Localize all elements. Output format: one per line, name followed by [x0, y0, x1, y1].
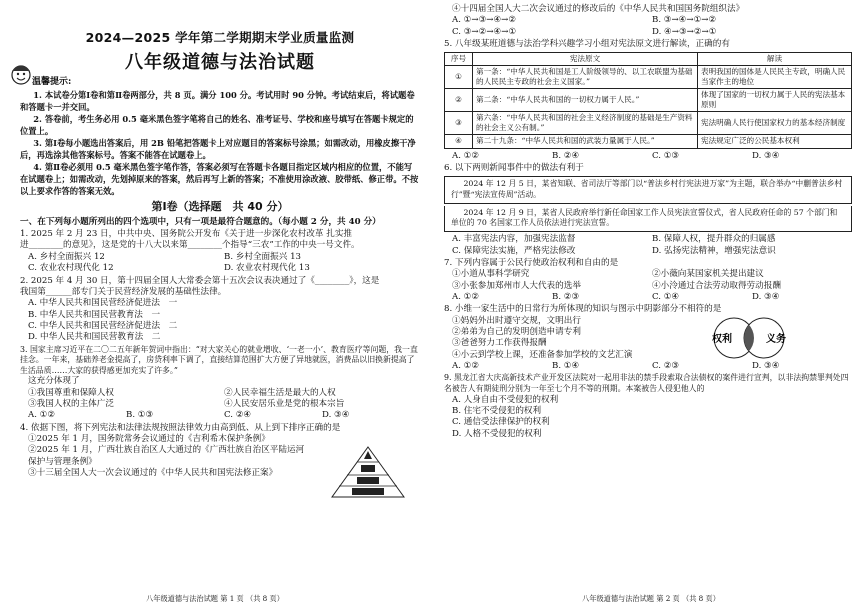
tip-item: 3. 第Ⅰ卷每小题选出答案后，用 2B 铅笔把答题卡上对应题目的答案标号涂黑；如需改动，用橡皮擦干净后，再选涂其他答案标号。答案不能答在试题卷上。 — [20, 138, 416, 161]
option-b: B. ③→④→①→② — [652, 15, 717, 26]
tip-item: 1. 本试卷分第Ⅰ卷和第Ⅱ卷两部分，共 8 页。满分 100 分。考试用时 90 分钟。考试结束后，将试题卷和答题卡一并交回。 — [20, 90, 415, 113]
pyramid-diagram — [330, 445, 406, 499]
question-prompt: 这充分体现了 — [28, 376, 80, 387]
table-cell: 第二十九条：“中华人民共和国的武装力量属于人民。” — [473, 135, 698, 148]
option-c: C. ①③ — [652, 150, 680, 161]
venn-diagram — [694, 316, 804, 360]
statement-item: ②弟弟为自己的发明创造申请专利 — [452, 326, 581, 337]
option-row — [20, 263, 420, 274]
statement-item: ①我国尊重和保障人权 — [28, 387, 114, 398]
option-row — [20, 252, 420, 263]
option-row — [444, 15, 852, 26]
statement-item: ①2025 年 1 月，国务院常务会议通过的《吉利希木保护条例》 — [28, 434, 270, 445]
table-header: 宪法原文 — [473, 53, 698, 66]
statement-item: ④小泠通过合法劳动取得劳动报酬 — [652, 280, 781, 291]
table-header: 序号 — [445, 53, 473, 66]
option-a: A. ①② — [452, 291, 480, 302]
table-row — [445, 66, 852, 89]
question-2 — [20, 276, 420, 344]
table-cell: 宪法明确人民行使国家权力的基本经济制度 — [698, 112, 852, 135]
question-9 — [444, 373, 852, 440]
part-instructions: 一、在下列每小题所列出的四个选项中，只有一项是最符合题意的。（每小题 2 分，共 40 分） — [20, 216, 381, 227]
question-stem: 进________的意见》，这是党的十八大以来第________个指导“三农”工作的中央一号文件。 — [20, 240, 360, 251]
question-3 — [20, 345, 420, 422]
option-c: C. 中华人民共和国民营经济促进法 二 — [28, 320, 178, 331]
option-a: A. 乡村全面振兴 12 — [28, 251, 105, 262]
statement-item: ③我国人权的主体广泛 — [28, 399, 114, 410]
option-b: B. 保障人权，提升群众的归属感 — [652, 234, 776, 245]
statement-item: ②2025 年 1 月，广西壮族自治区人大通过的《广西壮族自治区平陆运河保护与管理条例》 — [28, 445, 305, 467]
option-b: B. 住宅不受侵犯的权利 — [452, 405, 542, 416]
statement-item: ③爸爸努力工作获得报酬 — [452, 338, 547, 349]
table-cell: 宪法规定广泛的公民基本权利 — [698, 135, 852, 148]
question-stem: 4. 依据下图，将下列宪法和法律法规按照法律效力由高到低、从上到下排序正确的是 — [20, 422, 341, 433]
option-b: B. 中华人民共和国民营教育法 一 — [28, 309, 161, 320]
question-stem: 1. 2025 年 2 月 23 日，中共中央、国务院公开发布《关于进一步深化农村改革 扎实推 — [20, 229, 353, 240]
option-a: A. 中华人民共和国民营经济促进法 一 — [28, 298, 178, 309]
table-header-row — [445, 53, 852, 66]
smiley-icon — [8, 61, 34, 87]
option-b: B. ①④ — [552, 360, 580, 371]
option-d: D. ③④ — [752, 150, 780, 161]
question-8 — [444, 304, 852, 372]
table-row — [445, 89, 852, 112]
option-d: D. 中华人民共和国民营教育法 二 — [28, 332, 161, 343]
table-cell: ② — [445, 89, 473, 112]
option-b: B. 乡村全面振兴 13 — [224, 251, 302, 262]
statement-row — [444, 269, 852, 280]
page-two — [436, 0, 860, 609]
question-stem: 3. 国家主席习近平在二〇二五年新年贺词中指出：“对大家关心的就业增收、‘一老一小’、教育医疗等问题，我一直挂念。一年来，基础养老金提高了，房贷利率下调了，直接结算范围扩大方便了异地就医，消费品以旧换新提高了生活品质……大家的获得感更加充实了许多。” — [20, 344, 418, 375]
exam-title: 八年级道德与法治试题 — [125, 51, 315, 73]
table-cell: ① — [445, 66, 473, 89]
question-7 — [444, 258, 852, 303]
table-row — [445, 135, 852, 148]
table-row — [445, 112, 852, 135]
option-d: D. 农业农村现代化 13 — [224, 263, 310, 274]
option-a: A. 丰富宪法内容，加强宪法监督 — [452, 234, 576, 245]
tips-block — [20, 77, 420, 197]
statement-item: ①小道从事科学研究 — [452, 269, 530, 280]
option-row — [444, 246, 852, 257]
tip-item: 2. 答卷前，考生务必用 0.5 毫米黑色签字笔将自己的姓名、准考证号、学校和座号填写在答题卡规定的位置上。 — [20, 114, 414, 137]
statement-item: ②小薇向某国家机关提出建议 — [652, 269, 764, 280]
table-cell: 第二条：“中华人民共和国的一切权力属于人民。” — [473, 89, 698, 112]
option-c: C. ②③ — [652, 360, 680, 371]
tip-item: 4. 第Ⅱ卷必须用 0.5 毫米黑色签字笔作答，答案必须写在答题卡各题目指定区域内相应的位置，不能写在试题卷上；如需改动，先划掉原来的答案，然后再写上新的答案；不准使用涂改液、胶带纸、修正带。不按以上要求作答的答案无效。 — [20, 162, 419, 197]
table-header: 解读 — [698, 53, 852, 66]
question-5 — [444, 39, 852, 162]
option-c: C. ③→②→④→① — [452, 26, 517, 37]
option-d: D. ③④ — [322, 410, 350, 421]
option-d: D. ③④ — [752, 291, 780, 302]
venn-label-duties: 义务 — [766, 333, 786, 345]
statement-item: ④小云到学校上课，还准备参加学校的文艺汇演 — [452, 349, 633, 360]
option-b: B. ①③ — [126, 410, 154, 421]
option-c: C. ②④ — [224, 410, 252, 421]
statement-item: ④十四届全国人大二次会议通过的修改后的《中华人民共和国国务院组织法》 — [452, 4, 745, 14]
option-d: D. ④→③→②→① — [652, 26, 717, 37]
table-cell: ④ — [445, 135, 473, 148]
question-stem: 6. 以下两则新闻事件中的做法有利于 — [444, 162, 584, 173]
option-row — [20, 410, 420, 421]
question-stem: 7. 下列内容属于公民行使政治权利和自由的是 — [444, 257, 619, 268]
option-a: A. ①② — [28, 410, 56, 421]
option-a: A. 人身自由不受侵犯的权利 — [452, 394, 559, 405]
option-row — [444, 27, 852, 38]
question-stem: 我国第______部专门关于民营经济发展的基础性法律。 — [20, 286, 227, 297]
venn-label-rights: 权利 — [712, 333, 732, 345]
option-row — [444, 292, 852, 303]
news-box: 2024 年 12 月 5 日，某省知联、省司法厅等部门以“普法乡村行宪法进万家”为主题，联合举办“中蒯普法乡村行”暨“宪法宣传周”活动。 — [444, 176, 852, 204]
exam-year-title: 2024—2025 学年第二学期期末学业质量监测 — [85, 30, 355, 45]
option-c: C. 农业农村现代化 12 — [28, 263, 114, 274]
question-4 — [20, 423, 420, 480]
option-row — [444, 361, 852, 372]
option-a: A. ①→③→④→② — [452, 15, 517, 26]
page-footer: 八年级道德与法治试题 第 2 页 （共 8 页） — [582, 593, 720, 603]
option-b: B. ②③ — [552, 291, 580, 302]
statement-item: ④人民安居乐业是党的根本宗旨 — [224, 399, 345, 410]
option-d: D. 人格不受侵犯的权利 — [452, 428, 542, 439]
table-cell: 体现了国家的一切权力属于人民的宪法基本原则 — [698, 89, 852, 112]
table-cell: 第一条：“中华人民共和国是工人阶级领导的、以工农联盟为基础的人民民主专政的社会主义国家。” — [473, 66, 698, 89]
option-c: C. 保障宪法实施，严格宪法修改 — [452, 245, 576, 256]
option-d: D. ③④ — [752, 360, 780, 371]
question-stem: 5. 八年级某班道德与法治学科兴趣学习小组对宪法原文进行解读，正确的有 — [444, 39, 730, 50]
question-1 — [20, 229, 420, 274]
option-d: D. 弘扬宪法精神，增强宪法意识 — [652, 245, 776, 256]
statement-row — [20, 399, 420, 410]
question-stem: 8. 小维一家生活中的日常行为所体现的知识与图示中阴影部分不相符的是 — [444, 304, 722, 315]
statement-item: ①妈妈外出时遵守交规，文明出行 — [452, 315, 581, 326]
tips-title: 温馨提示: — [32, 77, 72, 88]
page-footer: 八年级道德与法治试题 第 1 页 （共 8 页） — [146, 593, 284, 603]
option-a: A. ①② — [452, 150, 480, 161]
q8-body — [444, 316, 852, 361]
table-cell: 表明我国的国体是人民民主专政，明确人民当家作主的地位 — [698, 66, 852, 89]
option-row — [444, 234, 852, 245]
option-c: C. ①④ — [652, 291, 680, 302]
constitution-table — [444, 52, 852, 148]
statement-item: ③小张参加郑州市人大代表的选举 — [452, 280, 581, 291]
statement-item: ③十三届全国人大一次会议通过的《中华人民共和国宪法修正案》 — [28, 468, 278, 479]
statement-item: ②人民幸福生活是最大的人权 — [224, 387, 336, 398]
statement-row — [20, 388, 420, 399]
question-6 — [444, 163, 852, 257]
option-row — [444, 151, 852, 162]
question-stem: 2. 2025 年 4 月 30 日，第十四届全国人大常委会第十五次会议表决通过了《________》，这是 — [20, 275, 380, 286]
table-cell: ③ — [445, 112, 473, 135]
question-stem: 9. 黑龙江省大庆高新技术产业开发区法院对一起用非法的禁手段索取合法债权的案件进行宣判，以非法拘禁罪判处四名被告人有期徒刑分别为一年至七个月不等的刑期。本案被告人侵犯他人的 — [444, 373, 849, 393]
option-b: B. ②④ — [552, 150, 580, 161]
option-a: A. ①② — [452, 360, 480, 371]
news-box: 2024 年 12 月 9 日，某省人民政府举行新任命国家工作人员宪法宣誓仪式，省人民政府任命的 57 个部门和单位的 70 名国家工作人员依法进行宪法宣誓。 — [444, 206, 852, 233]
statement-row — [444, 281, 852, 292]
section-title: 第Ⅰ卷（选择题 共 40 分） — [151, 200, 289, 214]
option-c: C. 通信受法律保护的权利 — [452, 417, 550, 428]
table-cell: 第六条：“中华人民共和国的社会主义经济制度的基础是生产资料的社会主义公有制。” — [473, 112, 698, 135]
